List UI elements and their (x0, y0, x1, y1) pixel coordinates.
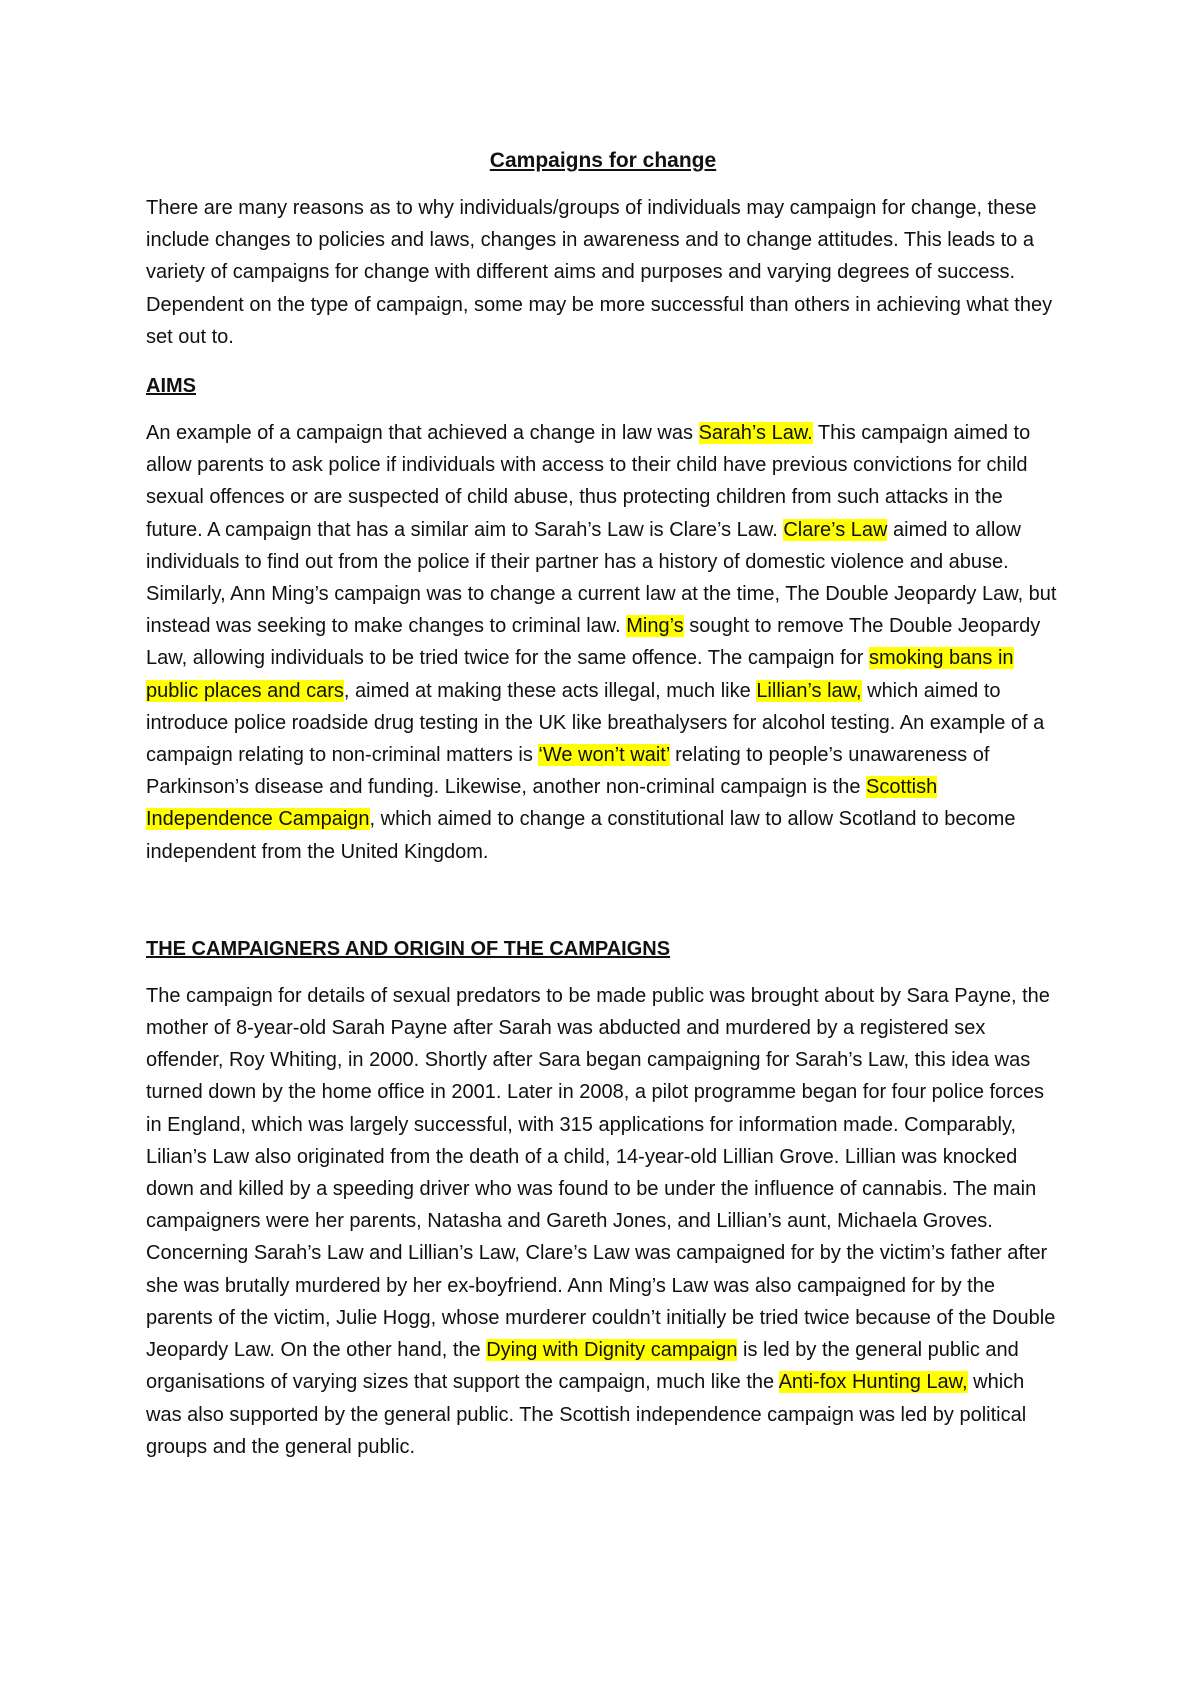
text-run: The campaign for details of sexual predators to be made public was brought about by Sara Payne, the mother of 8-year-old Sarah Payne after Sarah was abducted and murdered by a registered sex offender, Roy Whiting, in 2000. Shortly after Sara began campaigning for Sarah’s Law, this idea was turned down by the home office in 2001. Later in 2008, a pilot programme began for four police forces in England, which was largely successful, with 315 applications for information made. Comparably, Lilian’s Law also originated from the death of a child, 14-year-old Lillian Grove. Lillian was knocked down and killed by a speeding driver who was found to be under the influence of cannabis. The main campaigners were her parents, Natasha and Gareth Jones, and Lillian’s aunt, Michaela Groves. Concerning Sarah’s Law and Lillian’s Law, Clare’s Law was campaigned for by the victim’s father after she was brutally murdered by her ex-boyfriend. Ann Ming’s Law was also campaigned for by the parents of the victim, Julie Hogg, whose murderer couldn’t initially be tried twice because of the Double Jeopardy Law. On the other hand, the (146, 984, 1056, 1362)
highlight-dying-with-dignity: Dying with Dignity campaign (486, 1339, 738, 1362)
text-run: sought to remove The Double Jeopardy Law, allowing individuals to be tried twice for the same offence. The campaign for (146, 615, 1041, 670)
aims-heading: AIMS (146, 375, 196, 398)
text-run: An example of a campaign that achieved a change in law was (146, 422, 699, 445)
text-run: This campaign aimed to allow parents to ask police if individuals with access to their child have previous convictions for child sexual offences or are suspected of child abuse, thus protecting children from such attacks in the future. A campaign that has a similar aim to Sarah’s Law is Clare’s Law. (146, 422, 1031, 541)
highlight-smoking-bans: smoking bans in public places and cars (146, 647, 1014, 702)
text-run: relating to people’s unawareness of Parkinson’s disease and funding. Likewise, another non-criminal campaign is the (146, 744, 990, 799)
text-run: , which aimed to change a constitutional law to allow Scotland to become independent from the United Kingdom. (146, 808, 1016, 863)
highlight-sarahs-law: Sarah’s Law. (698, 422, 813, 445)
text-run: , aimed at making these acts illegal, much like (343, 679, 757, 702)
campaigners-heading: THE CAMPAIGNERS AND ORIGIN OF THE CAMPAIGNS (146, 937, 671, 960)
text-run: which was also supported by the general public. The Scottish independence campaign was led by political groups and the general public. (146, 1371, 1027, 1458)
highlight-lillians-law: Lillian’s law, (756, 679, 862, 702)
highlight-scottish-independence: Scottish Independence Campaign (146, 776, 938, 831)
intro-paragraph: There are many reasons as to why individuals/groups of individuals may campaign for change, these include changes to policies and laws, changes in awareness and to change attitudes. This leads to a variety of campaigns for change with different aims and purposes and varying degrees of success. Dependent on the type of campaign, some may be more successful than others in achieving what they set out to. (146, 197, 1053, 348)
highlight-we-wont-wait: ‘We won’t wait’ (538, 744, 670, 767)
highlight-clares-law: Clare’s Law (783, 518, 888, 541)
text-run: is led by the general public and organisations of varying sizes that support the campaign, much like the (146, 1339, 1019, 1394)
text-run: aimed to allow individuals to find out from the police if their partner has a history of domestic violence and abuse. Similarly, Ann Ming’s campaign was to change a current law at the time, The Double Jeopardy Law, but instead was seeking to make changes to criminal law. (146, 518, 1057, 638)
aims-paragraph (146, 417, 1060, 868)
document-title: Campaigns for change (489, 149, 717, 172)
highlight-mings: Ming’s (626, 615, 684, 638)
campaigners-paragraph (146, 980, 1060, 1463)
highlight-anti-fox-hunting: Anti-fox Hunting Law, (778, 1371, 968, 1394)
text-run: which aimed to introduce police roadside drug testing in the UK like breathalysers for alcohol testing. An example of a campaign relating to non-criminal matters is (146, 679, 1045, 767)
